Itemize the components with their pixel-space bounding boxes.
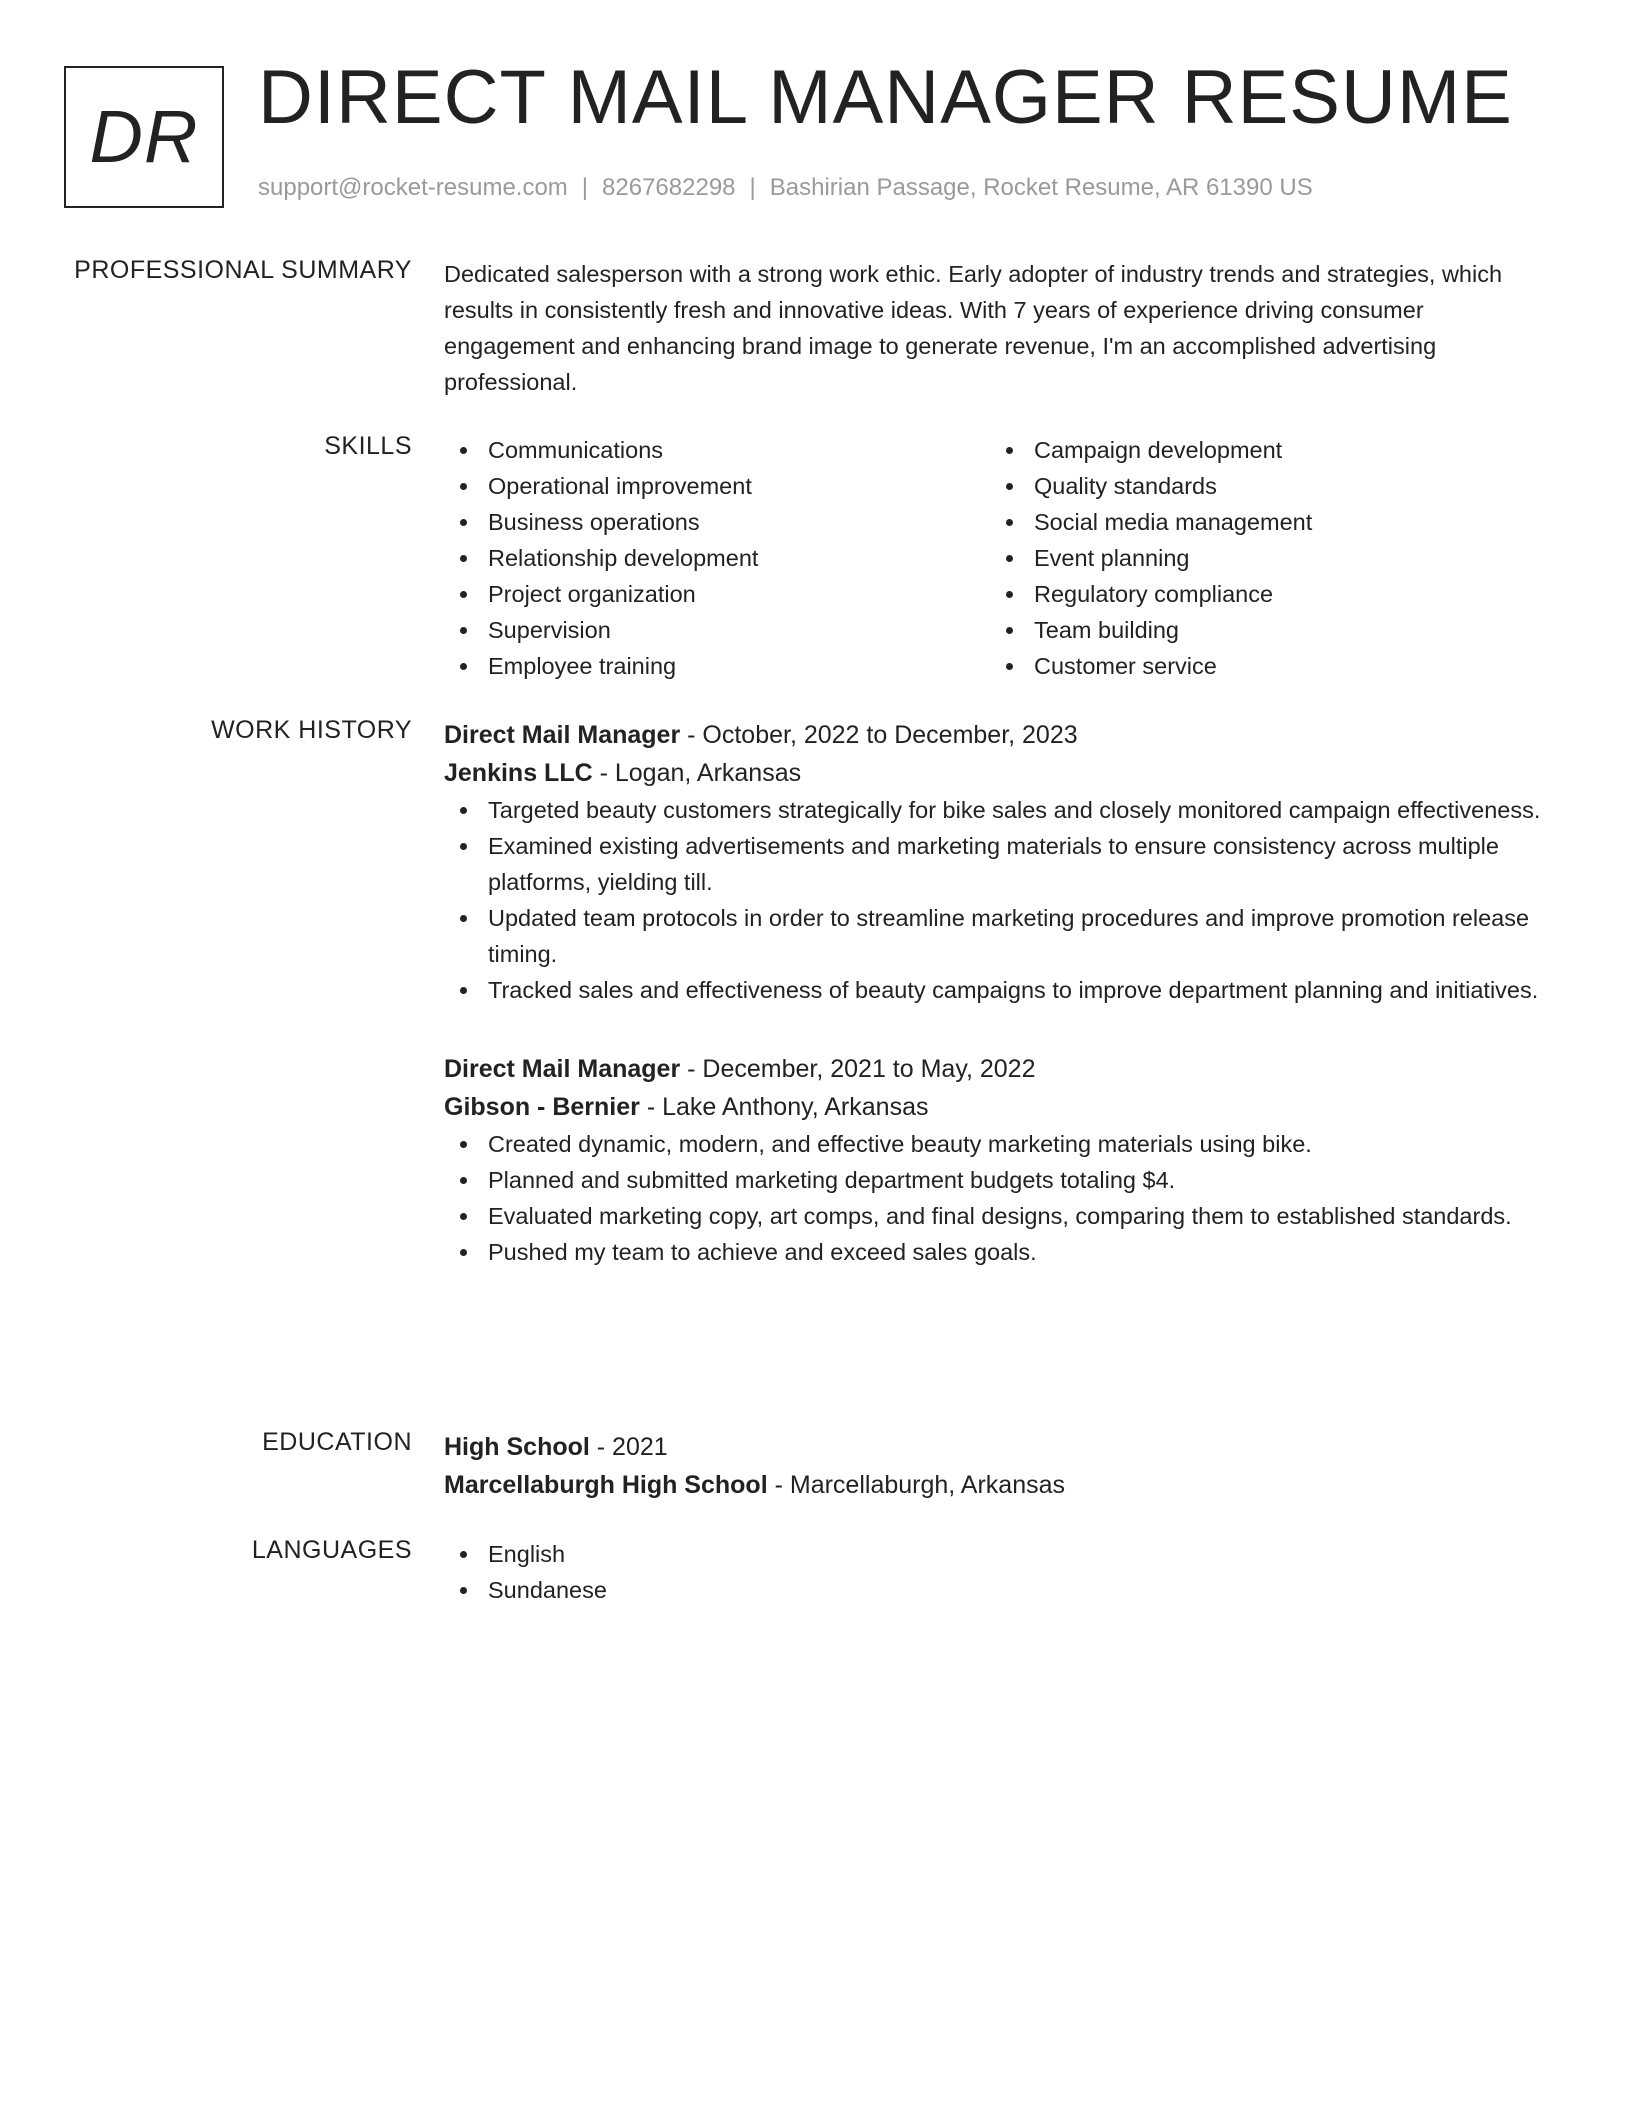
skills-heading: SKILLS — [324, 432, 412, 460]
education-degree: High School — [444, 1433, 590, 1461]
contact-separator: | — [749, 174, 756, 201]
skill-item: Project organization — [444, 576, 990, 612]
job-duties — [444, 792, 1548, 1008]
job-entry — [444, 716, 1548, 1008]
skill-item: Business operations — [444, 504, 990, 540]
education-year: - 2021 — [589, 1433, 668, 1461]
job-company-line — [444, 1088, 1548, 1126]
duty-item: Targeted beauty customers strategically for bike sales and closely monitored campaign effectiveness. — [444, 792, 1548, 828]
duty-item: Tracked sales and effectiveness of beauty campaigns to improve department planning and initiatives. — [444, 972, 1548, 1008]
skill-item: Employee training — [444, 648, 990, 684]
contact-email: support@rocket-resume.com — [258, 174, 568, 201]
languages-list — [444, 1536, 1548, 1608]
education-school-line — [444, 1466, 1548, 1504]
language-item: Sundanese — [444, 1572, 1548, 1608]
skill-item: Supervision — [444, 612, 990, 648]
duty-item: Evaluated marketing copy, art comps, and final designs, comparing them to established standards. — [444, 1198, 1548, 1234]
skill-item: Relationship development — [444, 540, 990, 576]
education-body — [444, 1428, 1548, 1504]
languages-heading: LANGUAGES — [251, 1536, 412, 1564]
language-item: English — [444, 1536, 1548, 1572]
skill-item: Social media management — [990, 504, 1536, 540]
monogram-initials: DR — [89, 95, 199, 178]
monogram-box — [64, 66, 224, 208]
work-heading: WORK HISTORY — [211, 716, 412, 744]
job-dates: - December, 2021 to May, 2022 — [680, 1055, 1036, 1083]
job-title: Direct Mail Manager — [444, 721, 681, 749]
job-company: Gibson - Bernier — [444, 1093, 640, 1121]
job-title: Direct Mail Manager — [444, 1055, 681, 1083]
contact-line — [258, 174, 1313, 202]
languages-body — [444, 1536, 1548, 1608]
job-company: Jenkins LLC — [444, 759, 593, 787]
skills-list-left — [444, 432, 990, 684]
duty-item: Updated team protocols in order to streamline marketing procedures and improve promotion release timing. — [444, 900, 1548, 972]
skill-item: Team building — [990, 612, 1536, 648]
skills-grid — [444, 432, 1548, 684]
skill-item: Operational improvement — [444, 468, 990, 504]
job-title-line — [444, 1050, 1548, 1088]
summary-body — [444, 256, 1548, 400]
skills-body — [444, 432, 1548, 684]
job-company-line — [444, 754, 1548, 792]
job-location: - Lake Anthony, Arkansas — [639, 1093, 929, 1121]
duty-item: Pushed my team to achieve and exceed sales goals. — [444, 1234, 1548, 1270]
contact-phone: 8267682298 — [602, 174, 736, 201]
education-school: Marcellaburgh High School — [444, 1471, 768, 1499]
job-entry — [444, 1050, 1548, 1270]
skill-item: Quality standards — [990, 468, 1536, 504]
skill-item: Customer service — [990, 648, 1536, 684]
job-dates: - October, 2022 to December, 2023 — [680, 721, 1078, 749]
duty-item: Created dynamic, modern, and effective beauty marketing materials using bike. — [444, 1126, 1548, 1162]
contact-address: Bashirian Passage, Rocket Resume, AR 61390 US — [769, 174, 1313, 201]
contact-separator: | — [581, 174, 589, 201]
job-duties — [444, 1126, 1548, 1270]
work-body — [444, 716, 1548, 1312]
skill-item: Campaign development — [990, 432, 1536, 468]
skill-item: Event planning — [990, 540, 1536, 576]
job-title-line — [444, 716, 1548, 754]
job-location: - Logan, Arkansas — [592, 759, 802, 787]
resume-title: DIRECT MAIL MANAGER RESUME — [258, 55, 1513, 140]
education-heading: EDUCATION — [262, 1428, 412, 1456]
summary-heading: PROFESSIONAL SUMMARY — [74, 256, 412, 284]
summary-text: Dedicated salesperson with a strong work ethic. Early adopter of industry trends and strategies, which results in consistently fresh and innovative ideas. With 7 years of experience driving consumer engagement and enhancing brand image to generate revenue, I'm an accomplished advertising professional. — [444, 261, 1503, 395]
duty-item: Planned and submitted marketing department budgets totaling $4. — [444, 1162, 1548, 1198]
skill-item: Communications — [444, 432, 990, 468]
duty-item: Examined existing advertisements and marketing materials to ensure consistency across multiple platforms, yielding till. — [444, 828, 1548, 900]
education-degree-line — [444, 1428, 1548, 1466]
education-location: - Marcellaburgh, Arkansas — [767, 1471, 1066, 1499]
skills-list-right — [990, 432, 1536, 684]
skill-item: Regulatory compliance — [990, 576, 1536, 612]
